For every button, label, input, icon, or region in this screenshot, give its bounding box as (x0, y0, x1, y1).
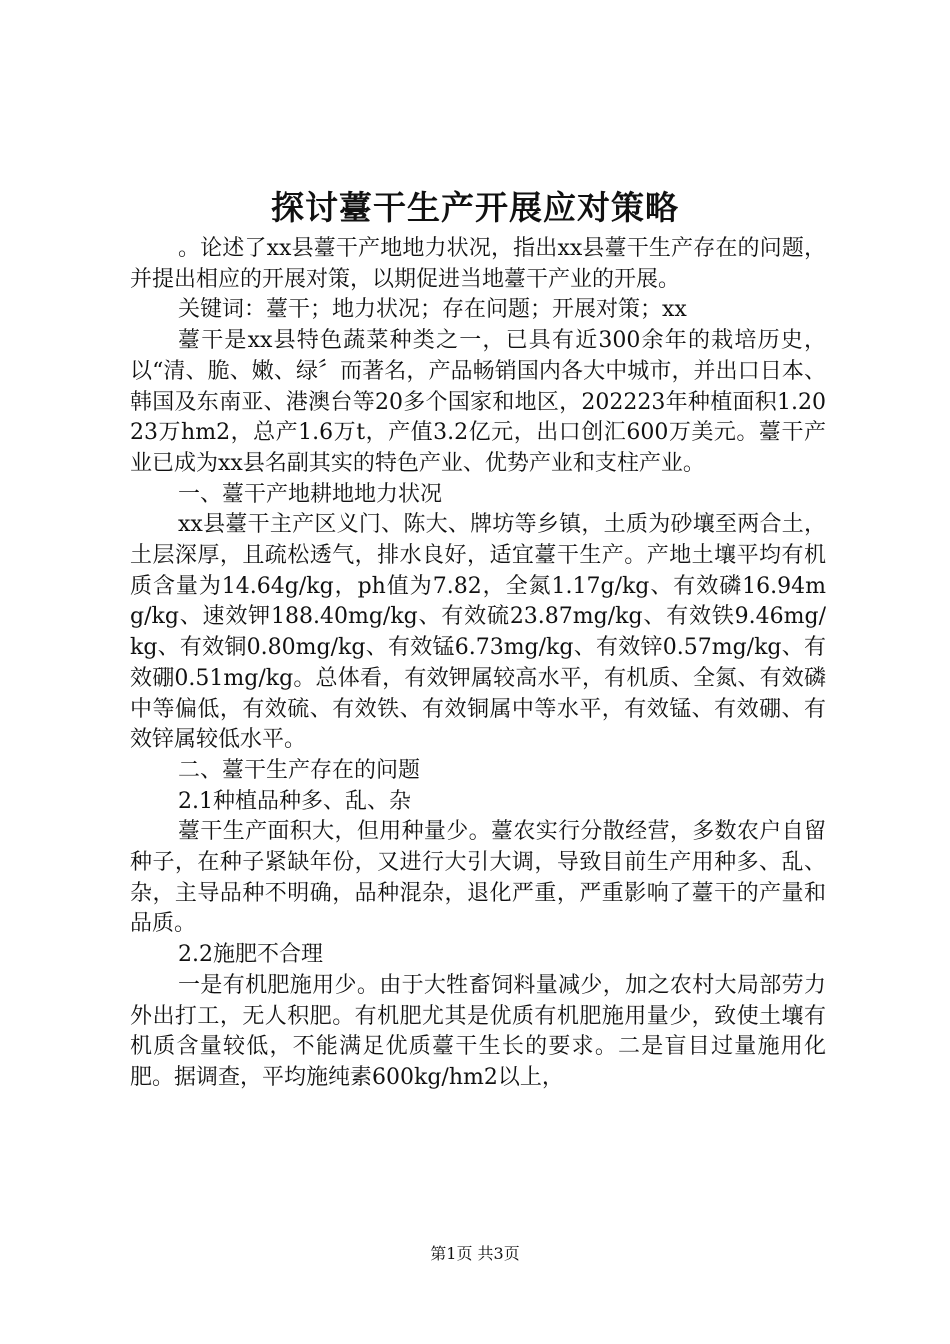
subsection-heading-2-2: 2.2施肥不合理 (178, 942, 323, 968)
page-footer: 第1页 共3页 (430, 1244, 520, 1263)
intro-paragraph: 薹干是xx县特色蔬菜种类之一，已具有近300余年的栽培历史，以“清、脆、嫩、绿〞而著名，产品畅销国内各大中城市，并出口日本、韩国及东南亚、港澳台等20多个国家和地区，202223年种植面积1.2023万hm2，总产1.6万t，产值3.2亿元，出口创汇600万美元。薹干产业已成为xx县名副其实的特色产业、优势产业和支柱产业。 (130, 328, 826, 476)
document-body (130, 234, 826, 1094)
subsection-heading-2-1: 2.1种植品种多、乱、杂 (178, 788, 411, 814)
section-heading-2: 二、薹干生产存在的问题 (178, 757, 421, 783)
keywords-paragraph: 关键词：薹干；地力状况；存在问题；开展对策；xx (178, 297, 687, 323)
section-heading-1: 一、薹干产地耕地地力状况 (178, 481, 443, 507)
abstract-paragraph: 。论述了xx县薹干产地地力状况，指出xx县薹干生产存在的问题，并提出相应的开展对策，以期促进当地薹干产业的开展。 (130, 236, 826, 292)
soil-status-paragraph: xx县薹干主产区义门、陈大、牌坊等乡镇，土质为砂壤至两合土，土层深厚，且疏松透气，排水良好，适宜薹干生产。产地土壤平均有机质含量为14.64g/kg，ph值为7.82，全氮1.17g/kg、有效磷16.94mg/kg、速效钾188.40mg/kg、有效硫23.87mg/kg、有效铁9.46mg/kg、有效铜0.80mg/kg、有效锰6.73mg/kg、有效锌0.57mg/kg、有效硼0.51mg/kg。总体看，有效钾属较高水平，有机质、全氮、有效磷中等偏低，有效硫、有效铁、有效铜属中等水平，有效锰、有效硼、有效锌属较低水平。 (130, 512, 826, 753)
fertilizer-paragraph: 一是有机肥施用少。由于大牲畜饲料量减少，加之农村大局部劳力外出打工，无人积肥。有机肥尤其是优质有机肥施用量少，致使土壤有机质含量较低，不能满足优质薹干生长的要求。二是盲目过量施用化肥。据调查，平均施纯素600kg/hm2以上， (130, 972, 826, 1090)
page-title: 探讨薹干生产开展应对策略 (271, 188, 679, 227)
variety-paragraph: 薹干生产面积大，但用种量少。薹农实行分散经营，多数农户自留种子，在种子紧缺年份，又进行大引大调，导致目前生产用种多、乱、杂，主导品种不明确，品种混杂，退化严重，严重影响了薹干的产量和品质。 (130, 819, 826, 937)
